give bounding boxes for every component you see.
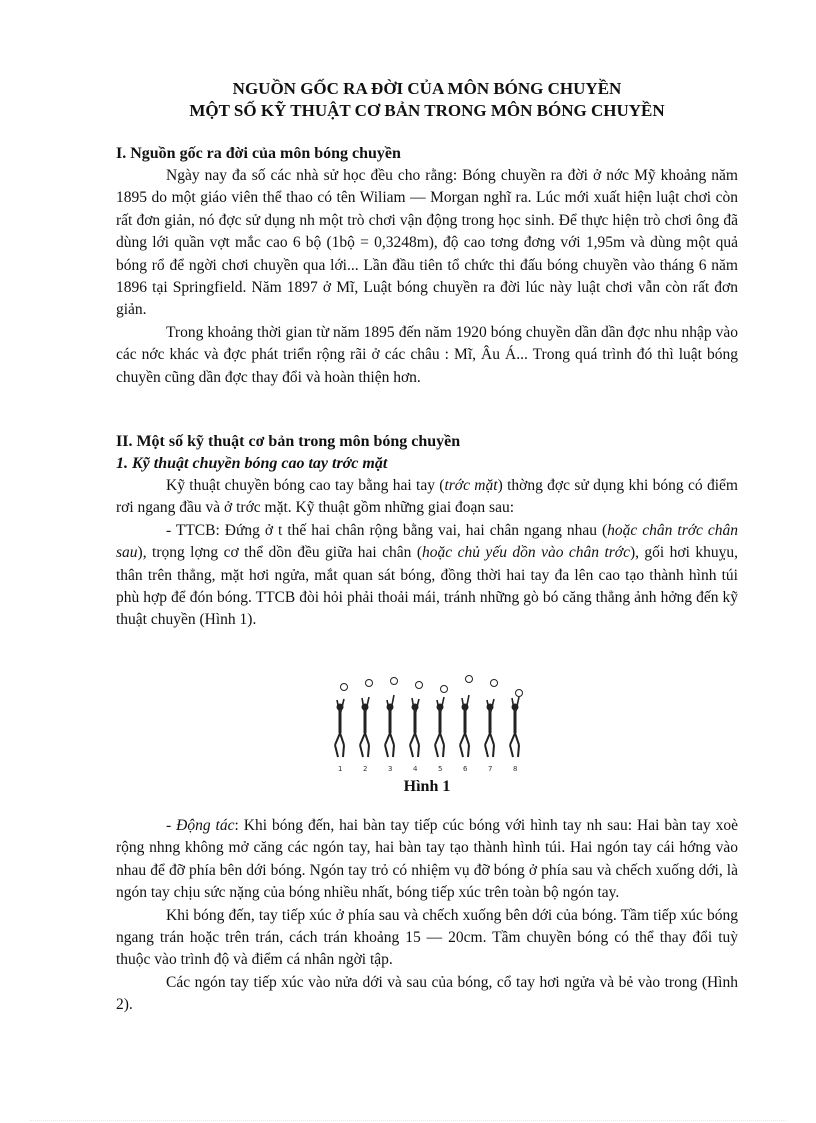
- figure-number-label: 1: [338, 765, 343, 773]
- section-1-heading: I. Nguồn gốc ra đời của môn bóng chuyền: [116, 145, 401, 162]
- player-leg: [485, 745, 488, 757]
- text-run: - TTCB: Đứng ở t thế hai chân rộng bằng vai, hai chân ngang nhau (: [166, 521, 608, 539]
- player-leg: [415, 733, 419, 745]
- player-leg: [390, 733, 394, 745]
- player-leg: [518, 745, 519, 757]
- figure-number-label: 6: [463, 765, 468, 773]
- italic-run: hoặc chủ yếu dồn vào chân trớc: [422, 544, 630, 562]
- figure-number-label: 7: [488, 765, 493, 773]
- ball-icon: [416, 682, 423, 689]
- player-leg: [368, 745, 369, 757]
- player-leg: [460, 733, 465, 745]
- section-2-paragraph-4: Khi bóng đến, tay tiếp xúc ở phía sau và chếch xuống bên dới của bóng. Tầm tiếp xúc bóng ngang trán hoặc trên trán, cách trán khoảng 15 — 20cm. Tầm chuyền bóng có thể thay đổi tuỳ thuộc vào trình độ và điểm cá nhân ngời tập.: [116, 906, 738, 969]
- player-leg: [490, 733, 494, 745]
- section-2: [116, 431, 738, 632]
- player-leg: [443, 745, 444, 757]
- player-figure-1: [335, 684, 348, 774]
- italic-run: hoặc chân trớc chân sau: [116, 521, 738, 562]
- section-2-continued: [116, 815, 738, 1017]
- player-figure-7: [485, 680, 498, 774]
- player-leg: [460, 745, 463, 757]
- player-leg: [515, 733, 519, 745]
- figure-number-label: 2: [363, 765, 368, 773]
- italic-run: trớc mặt: [444, 477, 498, 494]
- figure-number-label: 8: [513, 765, 518, 773]
- player-leg: [393, 745, 394, 757]
- section-2-heading: II. Một số kỹ thuật cơ bản trong môn bóng chuyền: [116, 433, 461, 450]
- player-leg: [360, 745, 363, 757]
- figure-number-label: 3: [388, 765, 393, 773]
- title-line-1: NGUỒN GỐC RA ĐỜI CỦA MÔN BÓNG CHUYỀN: [232, 79, 622, 98]
- page-bottom-border: [30, 1120, 786, 1121]
- player-figure-4: [410, 682, 423, 774]
- ball-icon: [516, 690, 523, 697]
- player-leg: [365, 733, 369, 745]
- player-leg: [410, 733, 415, 745]
- title-line-2: MỘT SỐ KỸ THUẬT CƠ BẢN TRONG MÔN BÓNG CHUYỀN: [189, 101, 665, 120]
- figure-1-caption: Hình 1: [403, 778, 451, 795]
- italic-run: - Động tác: [166, 817, 235, 834]
- player-figure-3: [385, 678, 398, 774]
- player-leg: [360, 733, 365, 745]
- player-leg: [485, 733, 490, 745]
- ball-icon: [341, 684, 348, 691]
- section-2-paragraph-ttcb: [116, 520, 738, 632]
- player-leg: [465, 733, 469, 745]
- section-1-paragraph-2: Trong khoảng thời gian từ năm 1895 đến năm 1920 bóng chuyền dần dần đợc nhu nhập vào các nớc khác và đợc phát triển rộng rãi ở các châu : Mĩ, Âu Á... Trong quá trình đó thì luật bóng chuyền cũng dần đợc thay đổi và hoàn thiện hơn.: [116, 323, 738, 386]
- text-run: ), trọng lợng cơ thể dồn đều giữa hai chân (: [137, 544, 423, 562]
- ball-icon: [391, 678, 398, 685]
- section-2-paragraph-5: Các ngón tay tiếp xúc vào nửa dới và sau của bóng, cổ tay hơi ngửa và bẻ vào trong (Hình 2).: [116, 973, 738, 1014]
- ball-icon: [491, 680, 498, 687]
- player-leg: [340, 733, 344, 745]
- player-leg: [335, 745, 338, 757]
- player-leg: [418, 745, 419, 757]
- player-leg: [493, 745, 494, 757]
- player-figure-6: [460, 676, 473, 774]
- ball-icon: [366, 680, 373, 687]
- section-1: [116, 143, 738, 389]
- section-2-paragraph-1: [116, 475, 738, 520]
- section-1-paragraph-1: Ngày nay đa số các nhà sử học đều cho rằng: Bóng chuyền ra đời ở nớc Mỹ khoảng năm 1895 do một giáo viên thể thao có tên Wiliam — Morgan nghĩ ra. Lúc mới xuất hiện luật chơi còn rất đơn giản, nó đợc sử dụng nh một trò chơi vận động trong học sinh. Để thực hiện trò chơi ông đã dùng lới quần vợt mắc cao 6 bộ (1bộ = 0,3248m), độ cao tơng đơng với 1,95m và dùng một quả bóng rổ để ngời chơi chuyền qua lới... Lần đầu tiên tổ chức thi đấu bóng chuyền vào tháng 6 năm 1896 tại Springfield. Năm 1897 ở Mĩ, Luật bóng chuyền ra đời lúc này luật chơi vẫn còn rất đơn giản.: [116, 167, 738, 319]
- player-leg: [435, 745, 438, 757]
- text-run: ), gối hơi khuỵu, thân trên thẳng, mặt hơi ngửa, mắt quan sát bóng, đồng thời hai tay đa lên cao tạo thành hình túi phù hợp để đón bóng. TTCB đòi hỏi phải thoải mái, tránh những gò bó căng thẳng ảnh hởng đến kỹ thuật chuyền (Hình 1).: [116, 544, 738, 629]
- text-run: : Khi bóng đến, hai bàn tay tiếp cúc bóng với hình tay nh sau: Hai bàn tay xoè rộng nhng không mở căng các ngón tay, hai bàn tay tạo thành hình túi. Hai ngón tay cái hớng vào nhau để đỡ phía bên dới bóng. Ngón tay trỏ có nhiệm vụ đỡ bóng ở phía sau và chếch xuống dới, là ngón tay chịu sức nặng của bóng nhiều nhất, bóng tiếp xúc trên toàn bộ ngón tay.: [116, 817, 738, 902]
- player-figure-2: [360, 680, 373, 774]
- player-leg: [440, 733, 444, 745]
- player-leg: [335, 733, 340, 745]
- volleyball-players-sequence: [326, 675, 531, 775]
- player-leg: [385, 733, 390, 745]
- text-run: Kỹ thuật chuyền bóng cao tay bằng hai tay (: [166, 477, 445, 494]
- figure-number-label: 4: [413, 765, 418, 773]
- player-leg: [343, 745, 344, 757]
- player-leg: [468, 745, 469, 757]
- player-leg: [385, 745, 388, 757]
- player-leg: [510, 733, 515, 745]
- ball-icon: [466, 676, 473, 683]
- figure-number-label: 5: [438, 765, 443, 773]
- subsection-1-heading: 1. Kỹ thuật chuyền bóng cao tay trớc mặt: [116, 455, 388, 472]
- player-leg: [435, 733, 440, 745]
- player-leg: [510, 745, 513, 757]
- player-figure-8: [510, 690, 523, 774]
- figure-1-illustration: [326, 675, 531, 775]
- section-2-paragraph-dong-tac: [116, 815, 738, 905]
- text-run: ) thờng đợc sử dụng khi bóng có điểm rơi ngang đầu và ở trớc mặt. Kỹ thuật gồm những giai đoạn sau:: [116, 477, 738, 517]
- player-figure-5: [435, 686, 448, 774]
- ball-icon: [441, 686, 448, 693]
- player-leg: [410, 745, 413, 757]
